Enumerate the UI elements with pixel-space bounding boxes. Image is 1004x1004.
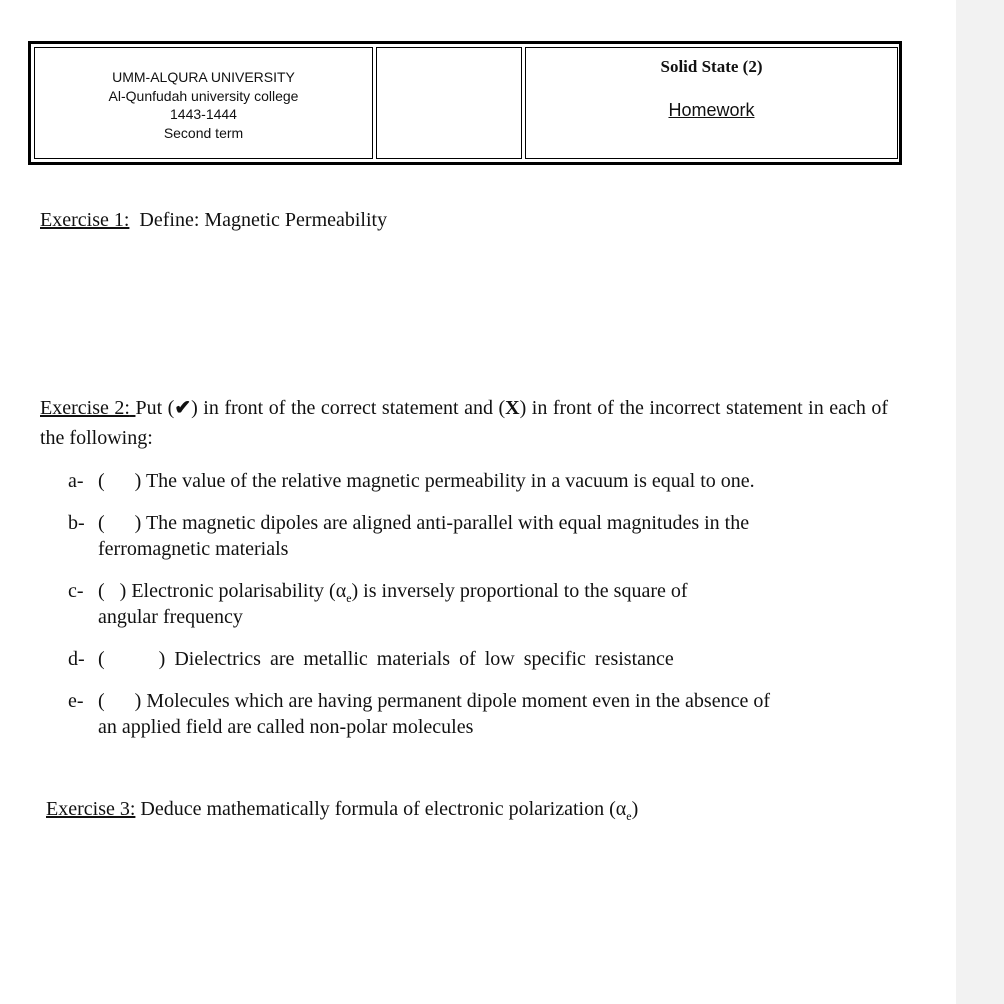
header-table xyxy=(28,41,902,165)
alpha-subscript: e xyxy=(626,809,632,823)
statement-letter: a- xyxy=(68,470,84,492)
statement-continuation: an applied field are called non-polar molecules xyxy=(98,716,474,738)
statement-text: The value of the relative magnetic permeability in a vacuum is equal to one. xyxy=(145,470,755,492)
exercise-2-text-1: Put ( xyxy=(135,397,175,419)
answer-blank: ( ) xyxy=(98,470,142,492)
academic-year: 1443-1444 xyxy=(170,106,237,122)
homework-label: Homework xyxy=(668,100,755,120)
exercise-2-text-2: ) in front of the correct statement and ( xyxy=(191,397,506,419)
header-cell-university xyxy=(34,47,373,159)
answer-blank: ( ) xyxy=(98,580,127,602)
answer-blank: ( ) xyxy=(98,512,142,534)
statement-letter: c- xyxy=(68,580,84,602)
statement-text: The magnetic dipoles are aligned anti-parallel with equal magnitudes in the xyxy=(145,512,750,534)
term: Second term xyxy=(163,124,244,141)
statement-letter: b- xyxy=(68,512,85,534)
statement-continuation: ferromagnetic materials xyxy=(98,538,289,560)
exercise-2-text-3: ) in front of the incorrect statement in each of the following: xyxy=(40,397,889,449)
statement-text: Molecules which are having permanent dipole moment even in the absence of xyxy=(146,690,770,712)
statement-letter: d- xyxy=(68,648,85,670)
statement-e xyxy=(68,688,868,740)
statement-text-pre: Electronic polarisability (α xyxy=(131,580,347,602)
answer-blank: ( ) xyxy=(98,648,166,670)
exercise-1-label: Exercise 1: xyxy=(40,209,130,231)
statement-text-post: ) is inversely proportional to the square of xyxy=(351,580,688,602)
course-title: Solid State (2) xyxy=(660,57,763,76)
statement-a xyxy=(68,468,868,494)
exercise-2-instructions xyxy=(40,393,888,453)
statement-d xyxy=(68,646,868,672)
statement-b xyxy=(68,510,868,562)
exercise-3-text-pre: Deduce mathematically formula of electronic polarization (α xyxy=(140,798,627,820)
side-strip xyxy=(956,0,1004,1004)
college-name: Al-Qunfudah university college xyxy=(108,87,299,104)
exercise-2-label: Exercise 2: xyxy=(40,397,130,419)
check-mark-icon: ✔ xyxy=(174,397,192,419)
header-cell-course xyxy=(525,47,898,159)
exercise-3 xyxy=(46,798,638,821)
answer-blank: ( ) xyxy=(98,690,142,712)
exercise-1-text: Define: Magnetic Permeability xyxy=(139,209,388,231)
exercise-3-text-post: ) xyxy=(631,798,639,820)
exercise-3-label: Exercise 3: xyxy=(46,798,136,820)
statement-text: Dielectrics are metallic materials of low specific resistance xyxy=(174,648,674,670)
x-mark-symbol: X xyxy=(505,397,520,419)
alpha-subscript: e xyxy=(346,591,352,605)
statement-c xyxy=(68,578,868,630)
statement-letter: e- xyxy=(68,690,84,712)
header-cell-empty xyxy=(376,47,522,159)
university-name: UMM-ALQURA UNIVERSITY xyxy=(112,69,295,85)
statement-continuation: angular frequency xyxy=(98,606,243,628)
exercise-1 xyxy=(40,209,387,232)
